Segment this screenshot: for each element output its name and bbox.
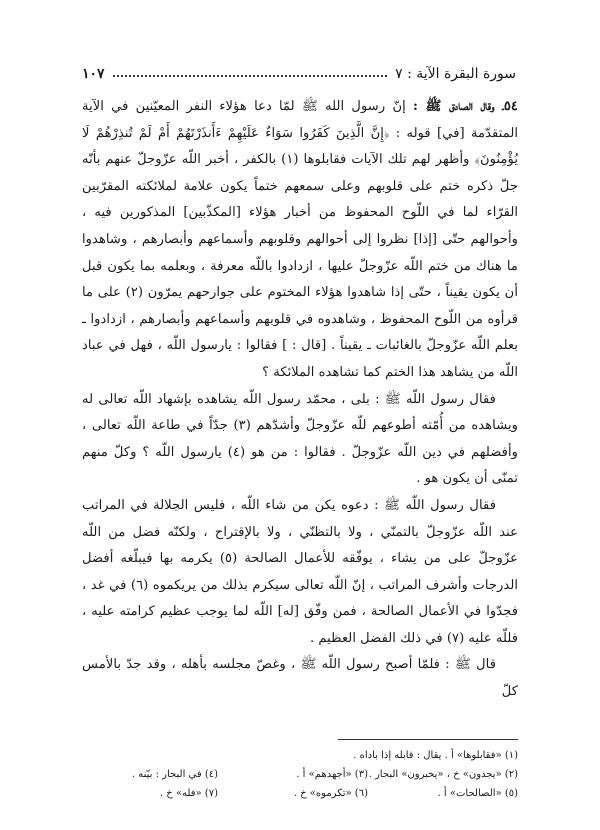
footnote: (٤) في البحار : بيّنه . (131, 769, 218, 780)
surah-reference: سورة البقرة الآية : ٧ (395, 66, 516, 82)
hadith-lead: ٥٤ـ وقال الصادق ﷺ : (413, 99, 519, 114)
paragraph-text: فقال رسول اللّه ﷺ : بلى ، محمّد رسول اللّه يشاهده بإشهاد اللّه تعالى له ويشاهده من أُمّته أطوعهم للّه عزّوجلّ وأشدّهم (٣) جدّاً في طاعة اللّه تعالى ، وأفضلهم في دين اللّه عزّوجلّ . فقالوا : من هو (٤) يارسول اللّه ؟ وكلّ منهم تمنّى أن يكون هو . (82, 391, 519, 487)
paragraph (82, 94, 518, 387)
footnotes (82, 746, 518, 803)
footnote: (٥) «الصالحات» أ . (437, 788, 518, 799)
footnote-row (82, 784, 518, 803)
paragraph (82, 387, 518, 493)
footnote-row (82, 765, 518, 784)
footnote: (١) «فقابلوها» أ . يقال : قابله إذا باداه . (353, 750, 518, 761)
paragraph-text: فقال رسول اللّه ﷺ : دعوه يكن من شاء اللّه ، فليس الجلالة في المراتب عند اللّه عزّوجلّ بالتمنّي ، ولا بالتظنّي ، ولا بالإقتراح ، ولكنّه فضل من اللّه عزّوجلّ على من يشاء ، يوفّقه للأعمال الصالحة (٥) يكرمه بها فيبلّغه أفضل الدرجات وأشرف المراتب ، إنّ اللّه تعالى سيكرم بذلك من يريكموه (٦) في غد ، فجدّوا في الأعمال الصالحة ، فمن وفّق [له] اللّه لما يوجب عظيم كرامته عليه ، فللّه عليه (٧) في ذلك الفضل العظيم . (82, 497, 518, 646)
footnote: (٢) «يجدون» خ ، «يخبرون» البحار . (368, 769, 518, 780)
footnote-separator (338, 739, 518, 740)
footnote-row (82, 746, 518, 765)
paragraph-text: قال ﷺ : فلمّا أصبح رسول اللّه ﷺ ، وغصّ مجلسه بأهله ، وقد جدّ بالأمس كلّ (82, 657, 518, 700)
footnote: (٣) «أجهدهم» أ . (296, 769, 368, 780)
footnote: (٧) «فله» خ . (159, 788, 218, 799)
paragraph (82, 493, 518, 653)
main-text (82, 94, 518, 706)
paragraph (82, 652, 518, 705)
page-number: ١٠٧ (82, 66, 105, 82)
header-dotted-rule (113, 75, 388, 77)
page-header (82, 64, 516, 84)
footnote: (٦) «تكرموه» خ . (293, 788, 368, 799)
paragraph-text: إنّ رسول الله ﷺ لمّا دعا هؤلاء النفر المعيّنين في الآية المتقدّمة [في] قوله : ﴿إِنَّ الَّذِينَ كَفَرُوا سَوَاءٌ عَلَيْهِمْ ءَأَنذَرْتَهُمْ أَمْ لَمْ تُنذِرْهُمْ لَا يُؤْمِنُونَ﴾ وأظهر لهم تلك الآيات فقابلوها (١) بالكفر ، أخبر اللّه عزّوجلّ عنهم بأنّه جلّ ذكره ختم على قلوبهم وعلى سمعهم ختماً يكون علامة لملائكته المقرّبين القرّاء لما في اللّوح المحفوظ من أخبار هؤلاء [المكذّبين] المذكورين فيه ، وأحوالهم حتّى [إذا] نظروا إلى أحوالهم وقلوبهم وأسماعهم وأبصارهم ، وشاهدوا ما هناك من ختم اللّه عزّوجلّ عليها ، ازدادوا باللّه معرفة ، وبعلمه بما يكون قبل أن يكون يقيناً ، حتّى إذا شاهدوا هؤلاء المختوم على جوارحهم يمرّون (٢) على ما قرأوه من اللّوح المحفوظ ، وشاهدوه في قلوبهم وأسماعهم وأبصارهم ، ازدادوا ـ بعلم اللّه عزّوجلّ بالغائبات ـ يقيناً . [قال : ] فقالوا : يارسول اللّه ، فهل في عباد اللّه من يشاهد هذا الختم كما تشاهده الملائكة ؟ (82, 99, 518, 380)
